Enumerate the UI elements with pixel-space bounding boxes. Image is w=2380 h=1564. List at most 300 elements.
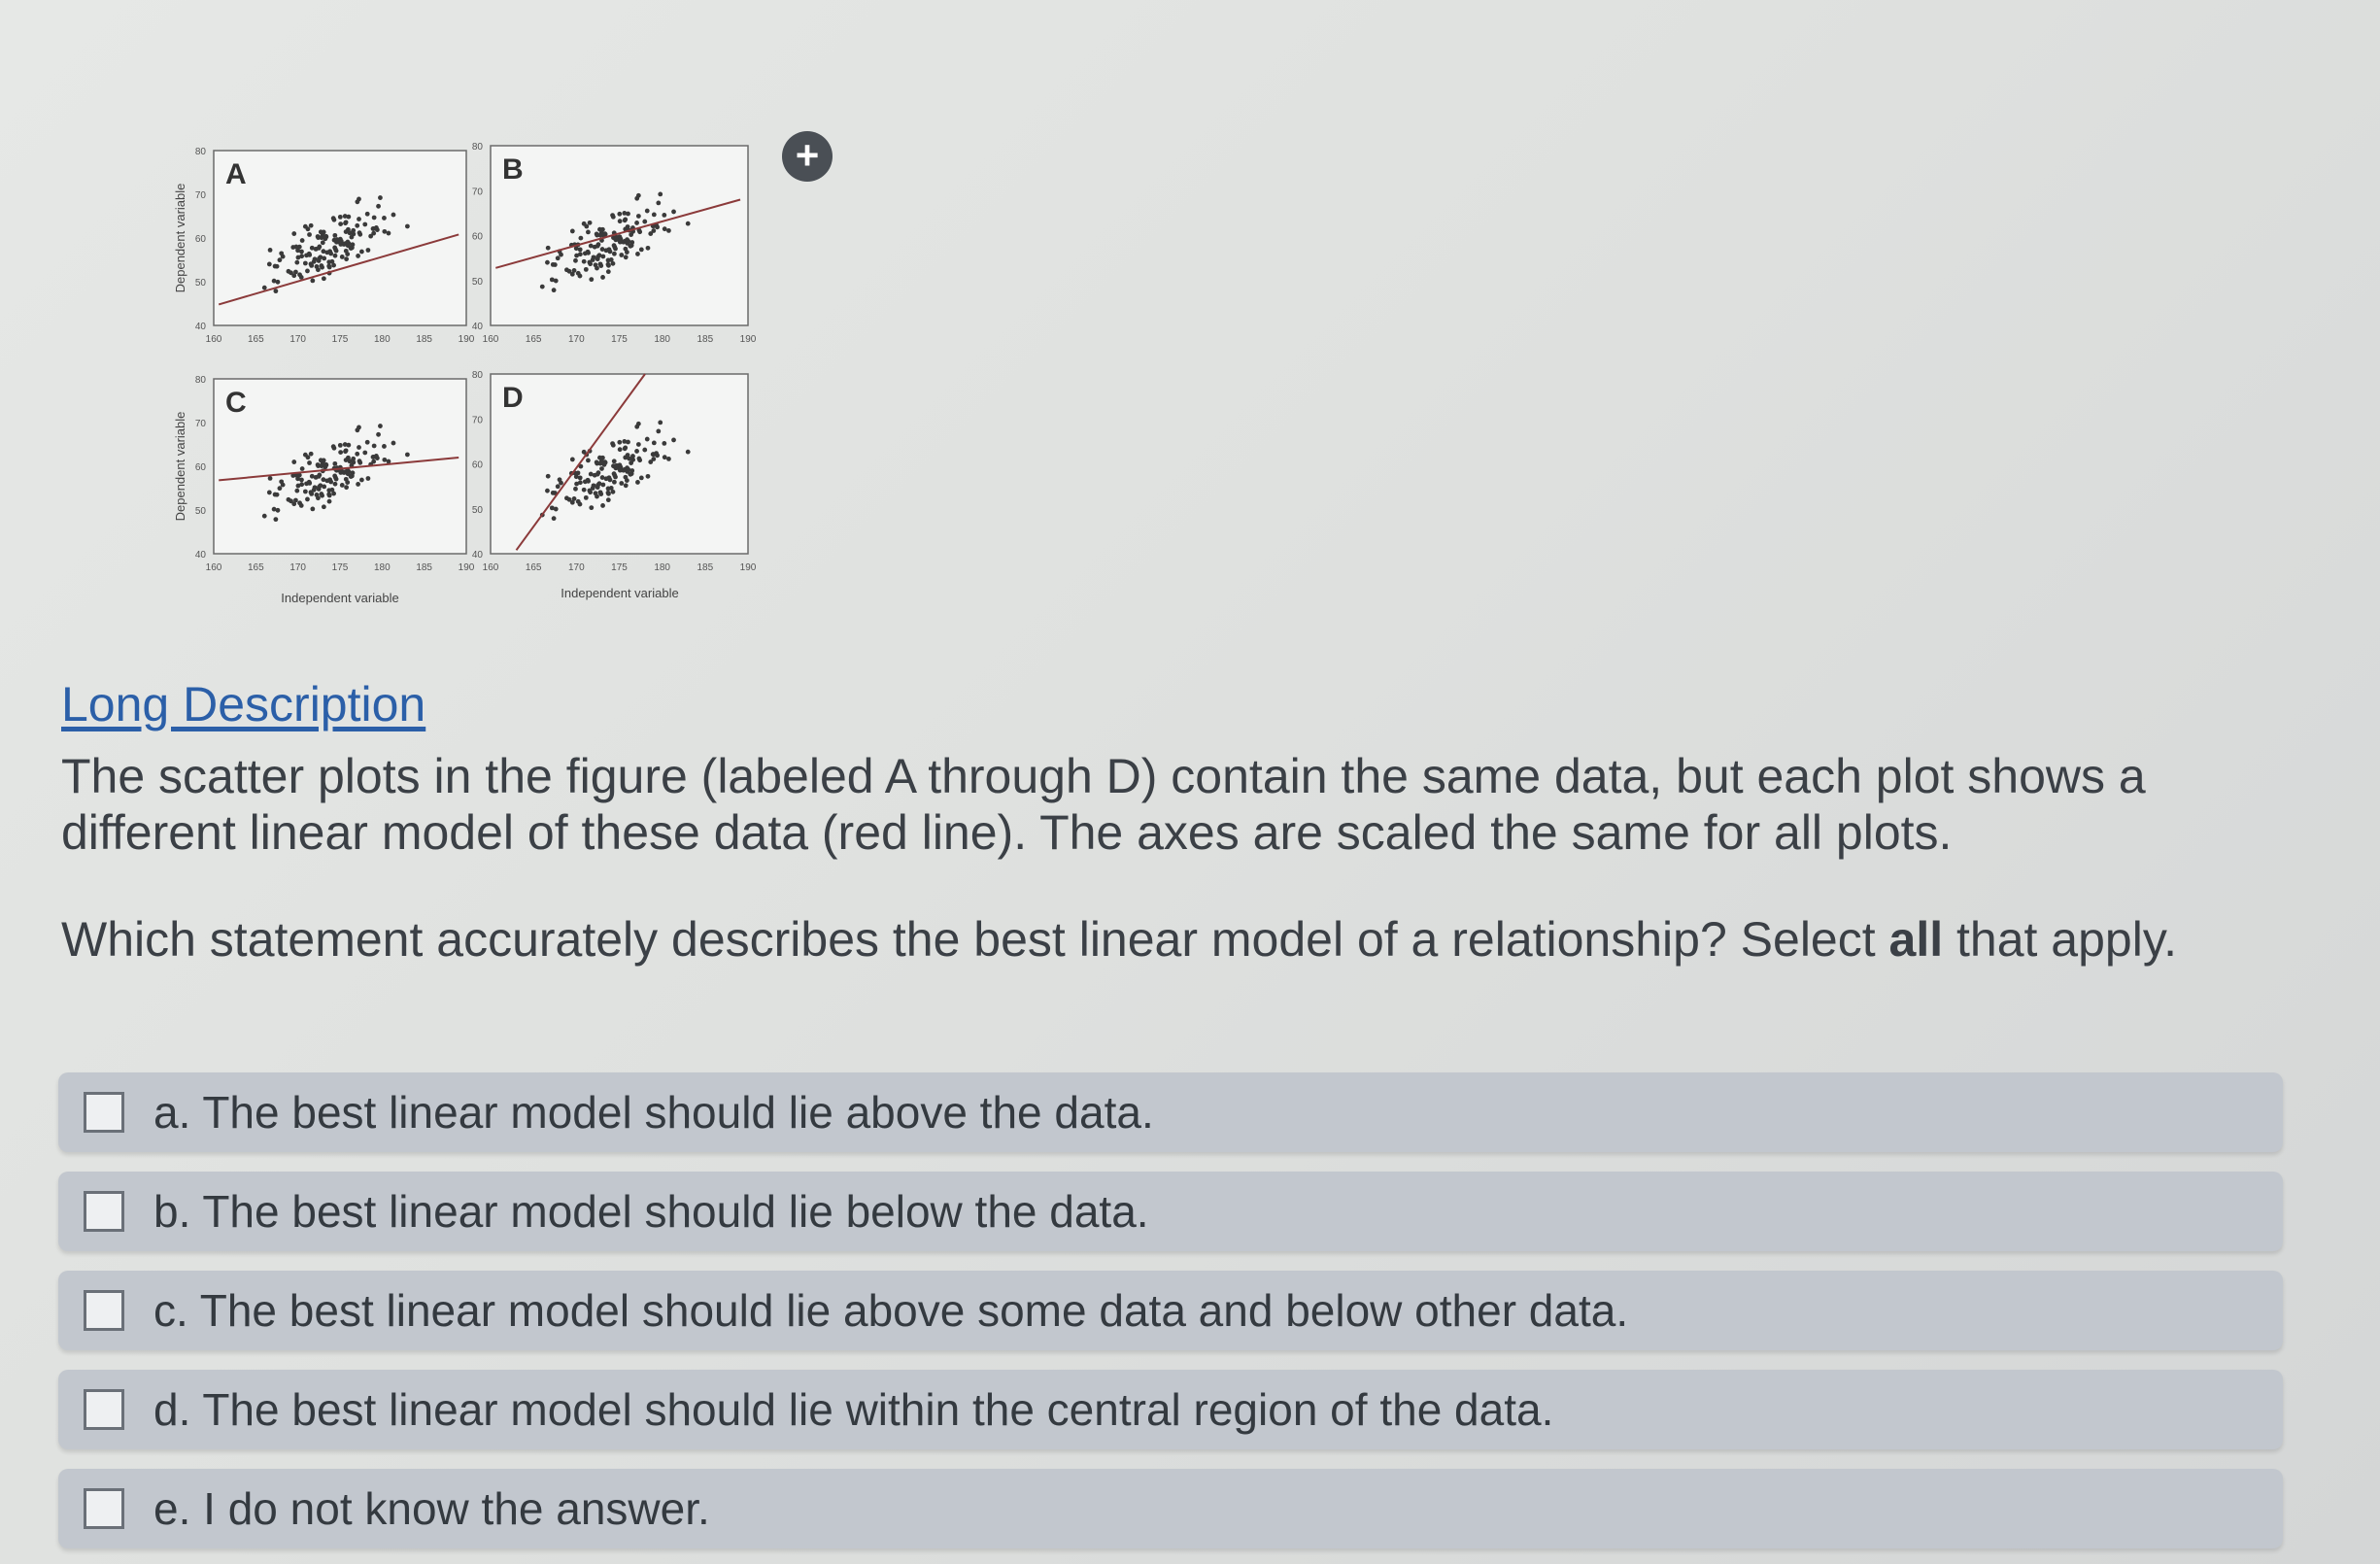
data-point [305,497,310,502]
data-point [663,455,667,459]
x-tick-label: 185 [416,562,433,573]
data-point [326,493,331,497]
data-point [570,229,575,234]
data-point [343,221,348,225]
x-tick-label: 175 [331,562,349,573]
data-point [601,232,606,237]
data-point [639,476,644,481]
x-axis-title: Independent variable [561,586,679,600]
data-point [344,477,349,482]
y-tick-label: 60 [471,459,483,471]
data-point [584,267,589,272]
data-point [346,215,351,220]
data-point [340,255,345,259]
y-tick-label: 60 [194,462,206,473]
data-point [356,482,360,487]
data-point [365,212,370,217]
data-point [362,451,367,456]
option-label: e. I do not know the answer. [153,1483,710,1534]
data-point [297,245,302,250]
data-point [262,286,267,290]
data-point [333,482,338,487]
data-point [368,234,373,239]
y-tick-label: 60 [471,231,483,243]
data-point [642,448,647,453]
data-point [658,421,663,425]
data-point [322,276,326,281]
data-point [574,254,579,258]
data-point [289,498,293,503]
option-c[interactable] [58,1271,2283,1350]
data-point [626,212,630,217]
data-point [588,221,593,225]
data-point [634,196,639,201]
data-point [617,212,622,217]
data-point [297,272,302,277]
data-point [625,241,629,246]
data-point [606,269,611,274]
data-point [574,482,579,487]
question-context: The scatter plots in the figure (labeled A through D) contain the same data, but each plot shows a different linear model of these data (red line). The axes are scaled the same for all plots. [61,749,2146,860]
data-point [634,221,639,225]
data-point [330,259,335,264]
data-point [586,230,591,235]
x-tick-label: 190 [739,334,757,345]
data-point [618,219,623,223]
data-point [350,474,355,479]
y-tick-label: 50 [471,276,483,288]
data-point [279,479,284,484]
data-point [366,476,371,481]
data-point [595,244,600,249]
data-point [319,263,323,268]
y-tick-label: 70 [194,190,206,201]
data-point [589,277,594,282]
data-point [630,458,635,462]
checkbox[interactable] [84,1290,124,1331]
data-point [612,252,617,256]
data-point [327,249,332,254]
data-point [273,289,278,293]
x-tick-label: 180 [373,334,391,345]
data-point [291,459,296,464]
data-point [382,444,387,449]
long-description-link[interactable]: Long Description [61,677,426,731]
data-point [618,447,623,452]
data-point [338,221,343,226]
data-point [306,455,311,459]
data-point [623,475,628,480]
x-tick-label: 170 [289,562,307,573]
data-point [610,213,615,218]
x-tick-label: 175 [331,334,349,345]
data-point [273,517,278,522]
x-tick-label: 180 [654,562,671,573]
data-point [595,255,600,259]
data-point [344,249,349,254]
data-point [310,278,315,283]
data-point [322,459,326,463]
data-point [600,456,605,460]
x-tick-label: 190 [739,562,757,573]
x-tick-label: 160 [482,562,499,573]
data-point [346,471,351,476]
data-point [317,256,322,261]
data-point [350,246,355,251]
data-point [570,458,575,462]
data-point [612,243,617,248]
data-point [663,226,667,231]
data-point [599,466,604,471]
data-point [357,217,361,221]
data-point [594,262,598,267]
data-point [299,250,304,255]
data-point [576,271,581,276]
data-point [612,480,617,485]
data-point [309,261,314,266]
data-point [338,215,343,220]
data-point [656,428,661,433]
data-point [359,250,364,255]
x-tick-label: 185 [697,334,714,345]
data-point [576,470,581,475]
data-point [300,466,305,471]
data-point [582,259,587,264]
data-point [330,488,335,493]
y-tick-label: 80 [471,370,483,381]
x-tick-label: 190 [458,562,475,573]
x-tick-label: 180 [373,562,391,573]
option-label: a. The best linear model should lie above the data. [153,1087,1154,1138]
data-point [331,444,336,449]
data-point [578,475,583,480]
data-point [587,260,592,265]
data-point [636,442,641,447]
data-point [623,446,628,451]
data-point [584,495,589,500]
data-point [617,234,622,239]
data-point [382,216,387,221]
data-point [346,443,351,448]
y-tick-label: 50 [194,278,206,289]
data-point [573,487,578,492]
data-point [606,262,611,267]
data-point [351,460,356,465]
data-point [658,192,663,197]
data-point [303,261,308,266]
data-point [332,233,337,238]
data-point [586,459,591,463]
data-point [635,480,640,485]
data-point [601,460,606,465]
checkbox[interactable] [84,1488,124,1529]
data-point [626,440,630,445]
data-point [296,484,301,489]
data-point [307,232,312,237]
data-point [589,505,594,510]
data-point [619,253,624,257]
data-point [572,268,577,273]
data-point [637,457,642,461]
data-point [294,489,299,493]
data-point [634,425,639,429]
x-tick-label: 165 [525,562,542,573]
data-point [365,440,370,445]
y-axis-title: Dependent variable [173,183,187,293]
data-point [346,243,351,248]
scatter-plot-figure [155,126,855,631]
data-point [362,222,367,227]
data-point [578,236,583,241]
data-point [600,483,605,488]
data-point [645,209,650,214]
data-point [356,254,360,258]
y-tick-label: 40 [471,322,483,332]
data-point [296,255,301,260]
data-point [556,255,561,260]
data-point [636,214,641,219]
option-a[interactable] [58,1072,2283,1152]
data-point [610,441,615,446]
x-tick-label: 165 [525,334,542,345]
data-point [600,227,605,232]
data-point [609,486,614,491]
data-point [317,485,322,490]
data-point [595,483,600,488]
data-point [391,213,396,218]
x-tick-label: 175 [611,334,628,345]
data-point [343,449,348,454]
data-point [551,491,556,495]
x-tick-label: 170 [289,334,307,345]
data-point [662,441,666,446]
data-point [276,280,281,285]
data-point [554,507,559,512]
data-point [317,474,322,479]
data-point [378,424,383,428]
data-point [267,262,272,267]
y-tick-label: 40 [471,550,483,561]
data-point [391,441,396,446]
data-point [671,210,676,215]
data-point [619,481,624,486]
data-point [306,226,311,231]
data-point [671,438,676,443]
data-point [656,200,661,205]
data-point [355,199,359,204]
data-point [268,248,273,253]
y-axis-title: Dependent variable [173,411,187,522]
data-point [551,262,556,267]
data-point [642,220,647,224]
data-point [355,427,359,432]
data-point [572,496,577,501]
data-point [317,246,322,251]
data-point [606,491,611,495]
data-point [267,491,272,495]
data-point [606,497,611,502]
data-point [624,255,629,259]
panel-label: D [502,382,524,414]
option-label: c. The best linear model should lie above some data and below other data. [153,1285,1629,1336]
data-point [612,459,617,463]
emphasis-all: all [1888,912,1944,967]
data-point [598,490,603,494]
data-point [322,462,326,467]
data-point [686,221,691,226]
checkbox[interactable] [84,1092,124,1133]
data-point [309,223,314,228]
data-point [376,204,381,209]
data-point [331,216,336,221]
data-point [322,484,326,489]
data-point [300,238,305,243]
y-tick-label: 80 [194,147,206,157]
data-point [315,493,320,497]
data-point [623,247,628,252]
data-point [552,288,557,292]
data-point [273,264,278,269]
data-point [573,258,578,263]
checkbox[interactable] [84,1389,124,1430]
data-point [617,440,622,445]
zoom-button[interactable] [782,131,833,182]
data-point [326,264,331,269]
x-tick-label: 185 [697,562,714,573]
data-point [338,450,343,455]
data-point [645,437,650,442]
data-point [299,478,304,483]
data-point [646,246,651,251]
option-b[interactable] [58,1172,2283,1251]
data-point [357,445,361,450]
data-point [586,250,591,255]
data-point [646,474,651,479]
data-point [556,484,561,489]
y-tick-label: 40 [194,322,206,332]
data-point [355,223,359,228]
data-point [546,474,551,479]
x-tick-label: 175 [611,562,628,573]
data-point [652,441,657,446]
data-point [625,469,629,474]
panel-label: A [225,158,247,190]
y-tick-label: 70 [471,415,483,426]
data-point [372,216,377,221]
data-point [629,471,634,476]
data-point [648,459,653,464]
data-point [634,449,639,454]
data-point [289,270,293,275]
data-point [600,255,605,259]
option-e[interactable] [58,1469,2283,1548]
data-point [612,471,617,476]
y-tick-label: 40 [194,550,206,561]
data-point [586,478,591,483]
data-point [554,279,559,284]
data-point [405,224,410,229]
data-point [319,492,323,496]
data-point [372,444,377,449]
data-point [635,252,640,256]
data-point [576,499,581,504]
data-point [558,477,562,482]
data-point [582,488,587,493]
x-tick-label: 170 [567,562,585,573]
data-point [307,252,312,256]
data-point [639,248,644,253]
data-point [310,506,315,511]
data-point [309,490,314,494]
plus-icon: + [795,132,820,178]
data-point [624,483,629,488]
checkbox[interactable] [84,1191,124,1232]
data-point [351,232,356,237]
data-point [600,503,605,508]
data-point [338,237,343,242]
data-point [303,490,308,494]
option-label: b. The best linear model should lie below the data. [153,1186,1149,1237]
data-point [545,489,550,493]
panel-label: C [225,387,247,419]
data-point [307,480,312,485]
data-point [297,500,302,505]
data-point [595,472,600,477]
x-tick-label: 180 [654,334,671,345]
data-point [279,251,284,255]
data-point [293,270,298,275]
data-point [666,228,671,233]
data-point [567,497,572,502]
data-point [387,231,391,236]
data-point [587,489,592,493]
data-point [545,260,550,265]
data-point [374,454,379,459]
data-point [309,452,314,457]
data-point [357,230,362,235]
data-point [327,477,332,482]
data-point [307,460,312,465]
x-tick-label: 160 [205,334,222,345]
data-point [332,474,337,479]
data-point [338,443,343,448]
x-tick-label: 190 [458,334,475,345]
data-point [305,269,310,274]
data-point [366,248,371,253]
data-point [262,514,267,519]
data-point [648,231,653,236]
y-tick-label: 60 [194,234,206,245]
y-tick-label: 50 [194,506,206,517]
data-point [344,256,349,261]
data-point [613,465,618,470]
data-point [382,458,387,462]
data-point [327,499,332,504]
data-point [333,254,338,258]
data-point [540,285,545,289]
data-point [291,231,296,236]
option-d[interactable] [58,1370,2283,1449]
data-point [293,498,298,503]
data-point [623,218,628,222]
x-tick-label: 160 [482,334,499,345]
data-point [617,462,622,467]
data-point [652,213,657,218]
data-point [378,195,383,200]
y-tick-label: 80 [194,375,206,386]
x-tick-label: 165 [247,334,264,345]
data-point [578,247,583,252]
